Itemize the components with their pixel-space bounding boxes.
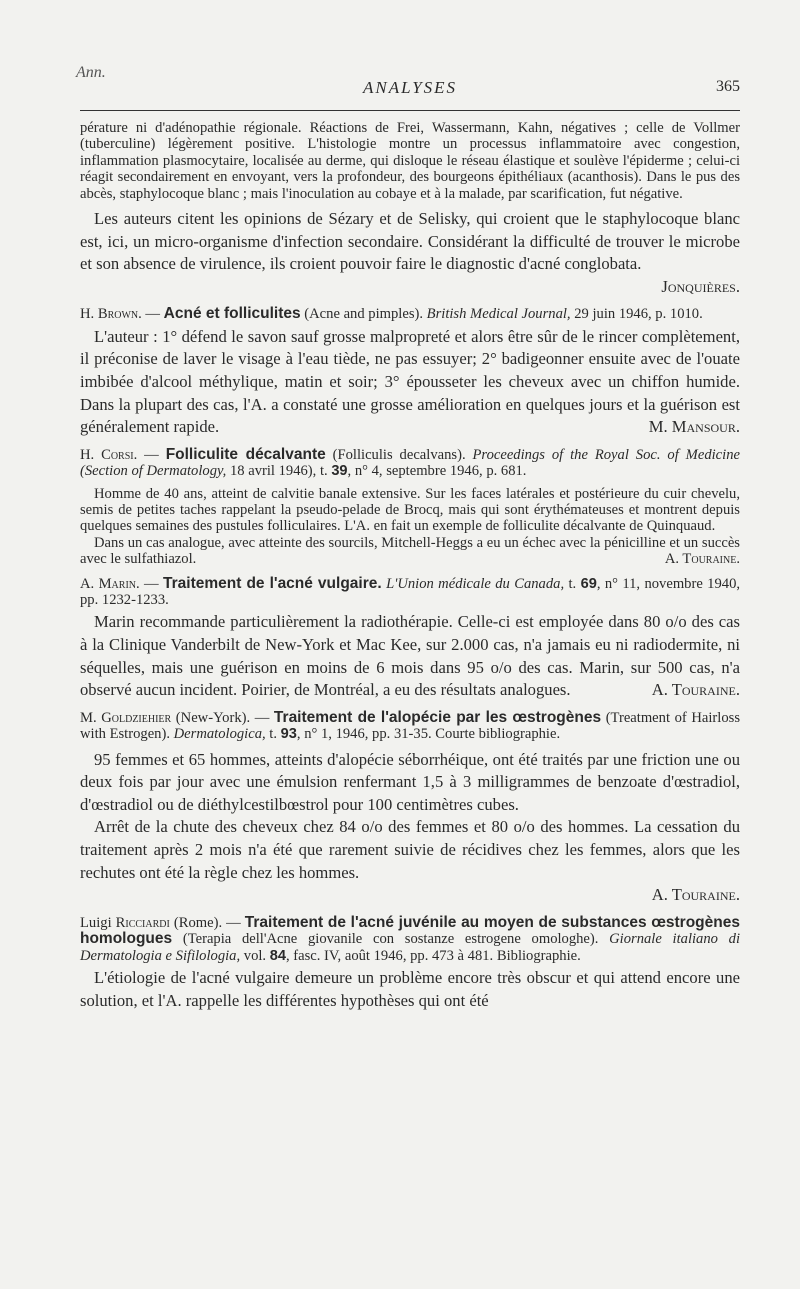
page-header xyxy=(80,78,740,102)
signature: A. Touraine. xyxy=(651,680,740,700)
review-entry xyxy=(80,915,740,1012)
entry-reference: A. Marin. — Traitement de l'acné vulgaire. L'Union médicale du Canada, t. 69, n° 11, novembre 1940, pp. 1232-1233. xyxy=(80,574,741,609)
entry-body xyxy=(80,326,740,439)
review-entry xyxy=(80,306,740,438)
entry-body: Arrêt de la chute des cheveux chez 84 o/o des femmes et 80 o/o des hommes. La cessation du traitement après 2 mois n'a été que rarement suivie de récidives chez les femmes, alors que les rechutes ont été la règle chez les hommes. xyxy=(80,817,740,882)
review-entry xyxy=(80,710,740,907)
entry-source: Proceedings of the Royal Soc. of Medicine (Section of Dermatology, xyxy=(80,446,740,480)
intro-block-2 xyxy=(80,208,740,298)
entry-body: L'étiologie de l'acné vulgaire demeure un problème encore très obscur et qui attend encore une solution, et l'A. rappelle les différentes hypothèses qui ont été xyxy=(80,968,740,1010)
entry-ref-date: t. xyxy=(564,575,581,592)
entry-volume: 84 xyxy=(269,947,286,964)
intro-paragraph-1: pérature ni d'adénopathie régionale. Réactions de Frei, Wassermann, Kahn, négatives ; celle de Vollmer (tuberculine) légèrement positive. L'histologie montre un processus inflammatoire avec congestion, inflammation plasmocytaire, localisée au derme, qui disloque le réseau élastique et soulève l'épiderme ; celui-ci réagit secondairement en envoyant, vers la profondeur, des bourgeons épithéliaux (acanthosis). Dans le pus des abcès, staphylocoque blanc ; mais l'inoculation au cobaye et à la malade, par scarification, fut négative. xyxy=(80,120,740,202)
signature: Jonquières. xyxy=(661,276,740,296)
entry-ref-date: vol. xyxy=(240,947,270,964)
page-content xyxy=(80,120,740,1012)
entry-ref-date: t. xyxy=(265,726,281,743)
entry-author: A. Marin. xyxy=(80,575,140,592)
signature: A. Touraine. xyxy=(664,551,740,568)
intro-paragraph-2-text: Les auteurs citent les opinions de Sézary et de Selisky, qui croient que le staphylocoque blanc est, ici, un micro-organisme d'infection secondaire. Considérant la difficulté de trouver le microbe et son absence de virulence, ils croient pouvoir faire le diagnostic d'acné conglobata. xyxy=(80,209,740,274)
entry-volume: 93 xyxy=(280,726,297,743)
entry-ref-date: 18 avril 1946), t. xyxy=(226,463,332,480)
entry-body-text: Dans un cas analogue, avec atteinte des sourcils, Mitchell-Heggs a eu un échec avec la pénicilline et un succès avec le sulfathiazol. xyxy=(80,534,740,568)
entry-reference xyxy=(80,915,740,964)
entry-body: 95 femmes et 65 hommes, atteints d'alopécie séborrhéique, ont été traités par une friction une ou deux fois par jour avec une émulsion renfermant 1,5 à 3 milligrammes de benzoate d'œstradiol, d'œstradiol ou de diéthylcestilbœstrol pour 100 centimètres cubes. xyxy=(80,749,740,814)
review-entry xyxy=(80,447,740,568)
entry-title: Traitement de l'acné vulgaire. xyxy=(163,574,382,592)
entry-ref-issue: , n° 4, septembre 1946, p. 681. xyxy=(347,463,527,480)
entry-reference: H. Corsi. — Folliculite décalvante (Folliculis decalvans). Proceedings of the Royal Soc. of Medicine (Section of Dermatology, 18 avril 1946), t. 39, n° 4, septembre 1946, p. 681. xyxy=(80,445,740,480)
intro-paragraph-2 xyxy=(80,208,740,296)
entry-title: Traitement de l'alopécie par les œstrogènes xyxy=(273,708,602,726)
entry-ref-issue: , fasc. IV, août 1946, pp. 473 à 481. Bibliographie. xyxy=(285,947,581,964)
entry-body: Homme de 40 ans, atteint de calvitie banale extensive. Sur les faces latérales et postérieure du cuir chevelu, semis de petites taches rappelant la pseudo-pelade de Brocq, mais qui sont érythémateuses et montrent depuis quelques semaines des pustules folliculaires. L'A. en fait un exemple de folliculite décalvante de Quinquaud. xyxy=(80,485,740,535)
entry-title: Traitement de l'acné juvénile au moyen de substances œstrogènes homologues xyxy=(80,913,740,948)
entry-source: Giornale italiano di Dermatologia e Sifilologia, xyxy=(80,931,741,964)
entry-author: Ricciardi xyxy=(115,914,170,931)
entry-reference xyxy=(80,710,740,743)
entry-ref-text: (Acne and pimples). xyxy=(300,306,427,323)
entry-author: H. Corsi. xyxy=(80,446,138,463)
entry-source: L'Union médicale du Canada, xyxy=(386,575,565,592)
entry-author-first: Luigi xyxy=(80,914,116,931)
review-entry xyxy=(80,576,740,702)
entry-ref-text: (Treatment of Hairloss with Estrogen). xyxy=(80,709,741,743)
margin-note: Ann. xyxy=(76,64,106,81)
entry-ref-text: (Terapia dell'Acne giovanile con sostanze estrogene omologhe). xyxy=(172,931,610,948)
entry-body-text: Marin recommande particulièrement la radiothérapie. Celle-ci est employée dans 80 o/o des cas à la Clinique Vanderbilt de New-York et Mac Kee, sur 2.000 cas, n'a jamais eu ni radiodermite, ni séquelles, mais une guérison en moins de 6 mois dans 95 o/o des cas. Marin, sur 500 cas, n'a observé aucun incident. Poirier, de Montréal, a eu des résultats analogues. xyxy=(80,612,740,700)
entry-title: Acné et folliculites xyxy=(163,305,301,323)
page-number: 365 xyxy=(716,78,740,95)
entry-source: British Medical Journal, xyxy=(426,306,571,323)
entry-ref-issue: , n° 11, novembre 1940, pp. 1232-1233. xyxy=(80,575,741,609)
entry-ref-issue: , n° 1, 1946, pp. 31-35. Courte bibliographie. xyxy=(296,726,561,743)
entry-ref-text: (Folliculis decalvans). xyxy=(325,446,473,463)
signature: A. Touraine. xyxy=(651,885,740,905)
entry-body xyxy=(80,535,740,568)
entry-body xyxy=(80,611,740,701)
entry-volume: 39 xyxy=(331,463,348,480)
signature: M. Mansour. xyxy=(648,417,740,437)
entry-body-text: L'auteur : 1° défend le savon sauf grosse malpropreté et alors être sûr de le rincer complètement, il préconise de laver le visage à l'eau tiède, ne pas essuyer; 2° badigeonner ensuite avec de l'ouate imbibée d'alcool méthylique, matin et soir; 3° épousseter les cheveux avec un chiffon humide. Dans la plupart des cas, l'A. a constaté une grosse amélioration en quelques jours et la guérison est généralement rapide. xyxy=(80,326,740,437)
entry-source: Dermatologica, xyxy=(173,726,266,743)
entry-signature-line xyxy=(80,884,740,907)
entry-ref-date: 29 juin 1946, p. 1010. xyxy=(570,306,703,323)
entry-volume: 69 xyxy=(580,575,597,592)
entry-reference: H. Brown. — Acné et folliculites (Acne and pimples). British Medical Journal, 29 juin 1946, p. 1010. xyxy=(80,305,703,323)
entry-author-location: (Rome). — xyxy=(169,914,245,931)
entry-title: Folliculite décalvante xyxy=(165,445,326,463)
header-rule xyxy=(80,110,740,111)
entry-author: M. Goldziehier xyxy=(80,709,172,726)
entry-author: H. Brown. xyxy=(80,306,142,323)
entry-author-location: (New-York). — xyxy=(171,709,274,726)
running-title: ANALYSES xyxy=(362,78,458,97)
